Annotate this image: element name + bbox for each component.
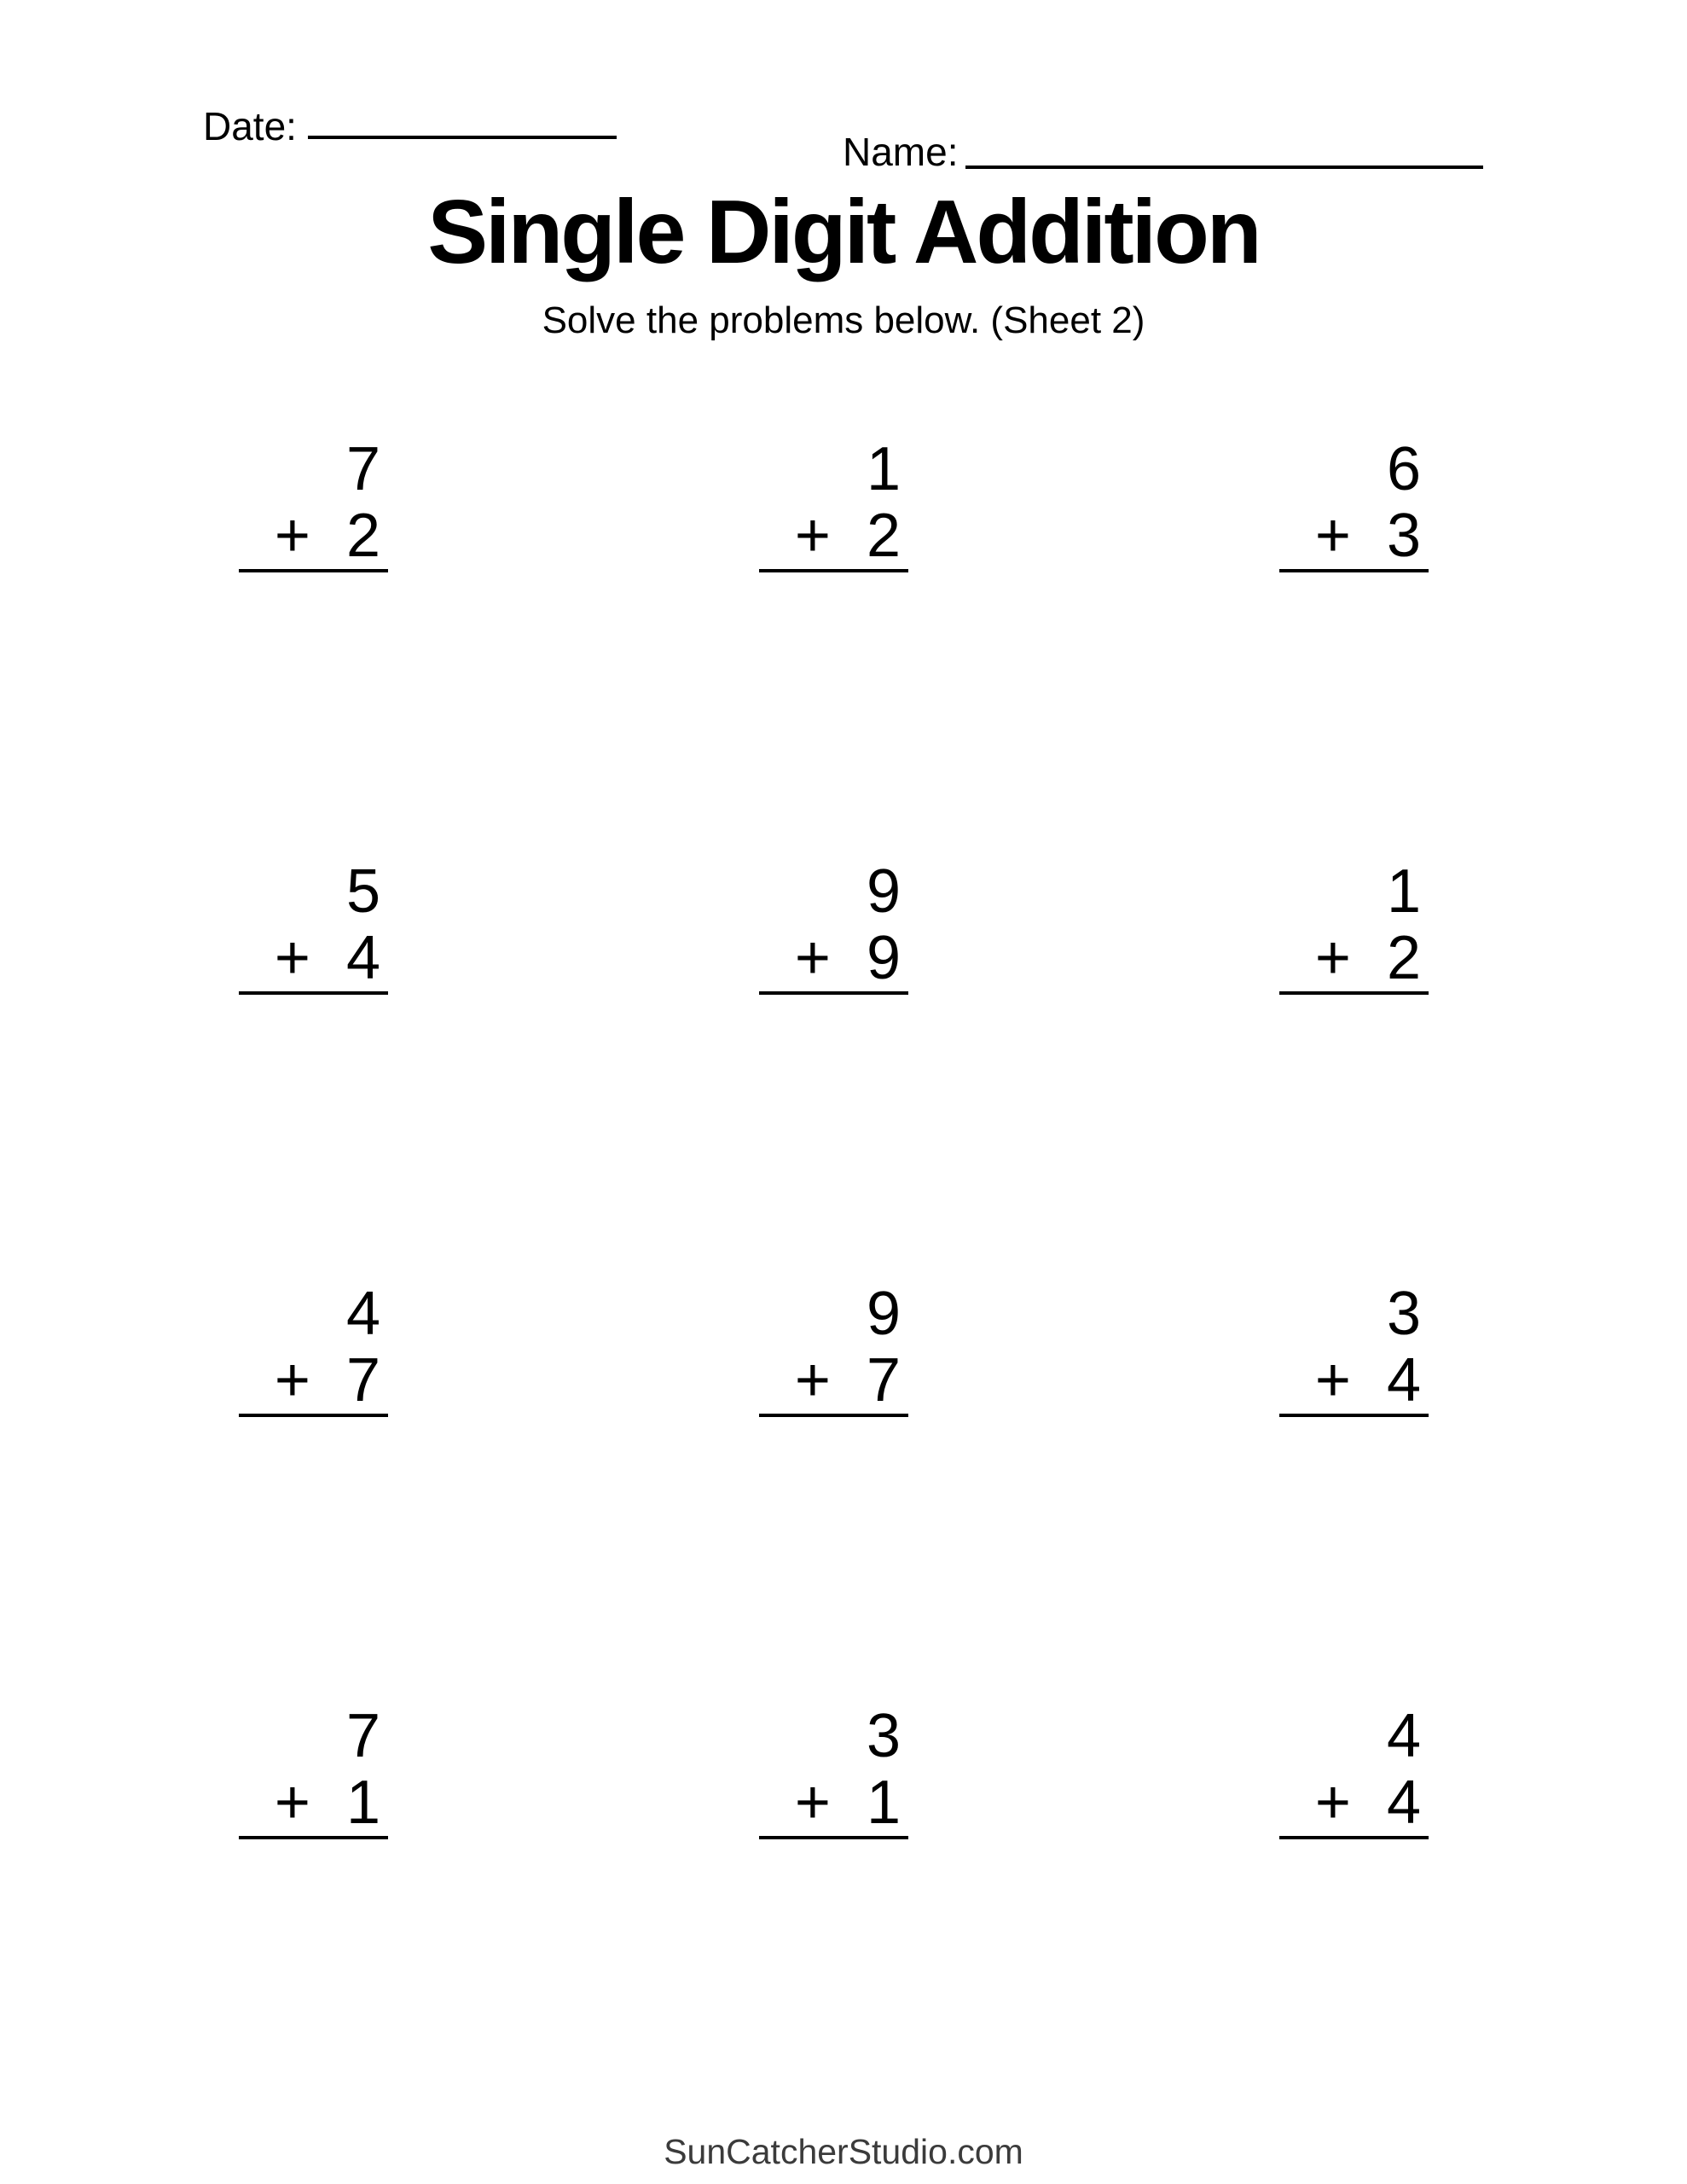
addition-problem	[239, 1281, 388, 1417]
addition-problem	[1279, 1703, 1429, 1839]
worksheet-subtitle: Solve the problems below. (Sheet 2)	[542, 299, 1145, 341]
bottom-addend: 2	[1386, 924, 1421, 992]
name-label: Name:	[843, 130, 959, 174]
top-addend: 4	[345, 1280, 380, 1348]
addition-problem	[759, 1703, 908, 1839]
bottom-addend: 7	[866, 1346, 901, 1414]
top-addend: 7	[345, 1702, 380, 1770]
plus-operator: +	[794, 1769, 831, 1837]
top-addend: 1	[1386, 857, 1421, 926]
bottom-addend: 7	[345, 1346, 380, 1414]
bottom-addend: 2	[345, 502, 380, 570]
plus-operator: +	[274, 924, 310, 992]
plus-operator: +	[274, 502, 310, 570]
bottom-addend: 1	[345, 1769, 380, 1837]
addition-problem	[1279, 436, 1429, 572]
plus-operator: +	[794, 924, 831, 992]
addition-problem	[239, 436, 388, 572]
top-addend: 1	[866, 435, 901, 503]
top-addend: 4	[1386, 1702, 1421, 1770]
date-blank-line[interactable]	[308, 136, 617, 139]
date-label: Date:	[203, 104, 297, 148]
top-addend: 9	[866, 857, 901, 926]
top-addend: 5	[345, 857, 380, 926]
bottom-addend: 9	[866, 924, 901, 992]
top-addend: 9	[866, 1280, 901, 1348]
addition-problem	[239, 1703, 388, 1839]
bottom-addend: 3	[1386, 502, 1421, 570]
addition-problem	[1279, 858, 1429, 995]
bottom-addend: 4	[1386, 1346, 1421, 1414]
addition-problem	[239, 858, 388, 995]
bottom-addend: 1	[866, 1769, 901, 1837]
bottom-addend: 4	[345, 924, 380, 992]
name-blank-line[interactable]	[965, 166, 1483, 169]
worksheet-title: Single Digit Addition	[427, 182, 1260, 282]
plus-operator: +	[1314, 502, 1351, 570]
top-addend: 3	[866, 1702, 901, 1770]
plus-operator: +	[274, 1769, 310, 1837]
top-addend: 6	[1386, 435, 1421, 503]
top-addend: 7	[345, 435, 380, 503]
addition-problem	[759, 436, 908, 572]
addition-problem	[759, 1281, 908, 1417]
bottom-addend: 4	[1386, 1769, 1421, 1837]
plus-operator: +	[794, 1346, 831, 1414]
plus-operator: +	[794, 502, 831, 570]
plus-operator: +	[274, 1346, 310, 1414]
addition-problem	[1279, 1281, 1429, 1417]
footer-site-name: SunCatcherStudio.com	[664, 2132, 1023, 2171]
top-addend: 3	[1386, 1280, 1421, 1348]
plus-operator: +	[1314, 1346, 1351, 1414]
plus-operator: +	[1314, 924, 1351, 992]
bottom-addend: 2	[866, 502, 901, 570]
plus-operator: +	[1314, 1769, 1351, 1837]
addition-problem	[759, 858, 908, 995]
